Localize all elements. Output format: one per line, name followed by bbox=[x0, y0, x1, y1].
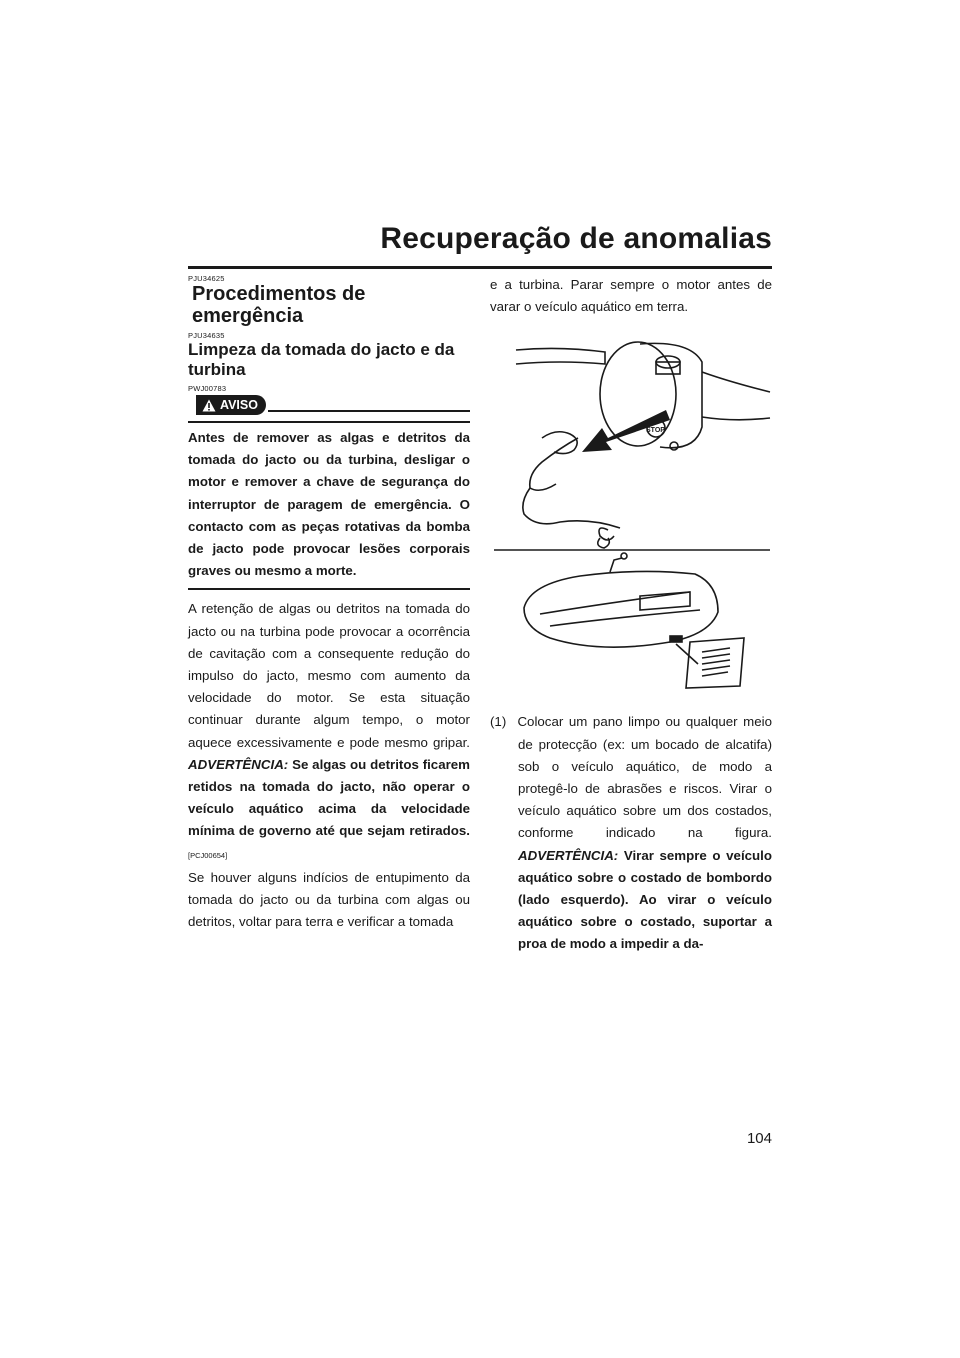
step-1 bbox=[490, 711, 772, 955]
section-title: Procedimentos de emergência bbox=[192, 283, 366, 327]
para1-advertencia-label: ADVERTÊNCIA: bbox=[188, 756, 289, 772]
step-1-advertencia-text: Virar sempre o veículo aquático sobre o costado de bombordo (lado esquerdo). Ao virar o veículo aquático sobre o costado, suportar a proa de modo a impedir a da- bbox=[518, 847, 772, 952]
warning-header bbox=[188, 395, 470, 415]
stop-label: STOP bbox=[646, 427, 665, 435]
para1-advertencia-text: Se algas ou detritos ficarem retidos na tomada do jacto, não operar o veículo aquático acima da velocidade mínima de governo até que sejam retirados. bbox=[188, 756, 470, 839]
subsection-code: PJU34635 bbox=[188, 331, 225, 340]
header-rule bbox=[188, 266, 772, 269]
step-1-number: (1) bbox=[490, 714, 507, 730]
jet-ski-on-side-drawing bbox=[524, 553, 744, 688]
body-paragraph-2-continued: e a turbina. Parar sempre o motor antes de varar o veículo aquático em terra. bbox=[490, 277, 772, 315]
warning-text: Antes de remover as algas e detritos da tomada do jacto ou da turbina, desligar o motor e remover a chave de segurança do interruptor de paragem de emergência. O contacto com as peças rotativas da bomba de jacto pode provocar lesões corporais graves ou mesmo a morte. bbox=[188, 421, 470, 590]
warning-badge bbox=[196, 395, 266, 415]
step-1-text: Colocar um pano limpo ou qualquer meio de protecção (ex: um bocado de alcatifa) sob o veículo aquático, de modo a protegê-lo de abrasões e riscos. Virar o veículo aquático sobre um dos costados, conforme indicado na figura. bbox=[517, 714, 772, 841]
body-paragraph-2: Se houver alguns indícios de entupimento da tomada do jacto ou da turbina com algas ou detritos, voltar para terra e verificar a tomada bbox=[188, 869, 470, 930]
warning-code: PWJ00783 bbox=[188, 384, 227, 393]
jet-ski-illustration bbox=[490, 322, 772, 694]
step-1-advertencia-label: ADVERTÊNCIA: bbox=[518, 847, 619, 863]
subsection-title: Limpeza da tomada do jacto e da turbina bbox=[188, 340, 455, 379]
warning-label: AVISO bbox=[220, 398, 258, 412]
body-paragraph-1 bbox=[188, 598, 470, 866]
left-column bbox=[188, 274, 470, 933]
handlebar-lanyard-drawing bbox=[516, 342, 770, 548]
right-column bbox=[490, 274, 772, 956]
page-number: 104 bbox=[746, 1130, 772, 1147]
para1-text: A retenção de algas ou detritos na tomada do jacto ou na turbina pode provocar a ocorrência de cavitação com a consequente redução do impulso do jacto, mesmo com aumento da velocidade do motor. Se esta situação continuar durante algum tempo, o motor aquece excessivamente e pode mesmo gripar. bbox=[188, 601, 470, 750]
warning-header-line bbox=[268, 410, 470, 412]
section-code: PJU34625 bbox=[188, 274, 225, 283]
warning-triangle-icon bbox=[202, 399, 216, 412]
page-header-title: Recuperação de anomalias bbox=[380, 222, 772, 255]
para1-code: [PCJ00654] bbox=[188, 850, 228, 860]
